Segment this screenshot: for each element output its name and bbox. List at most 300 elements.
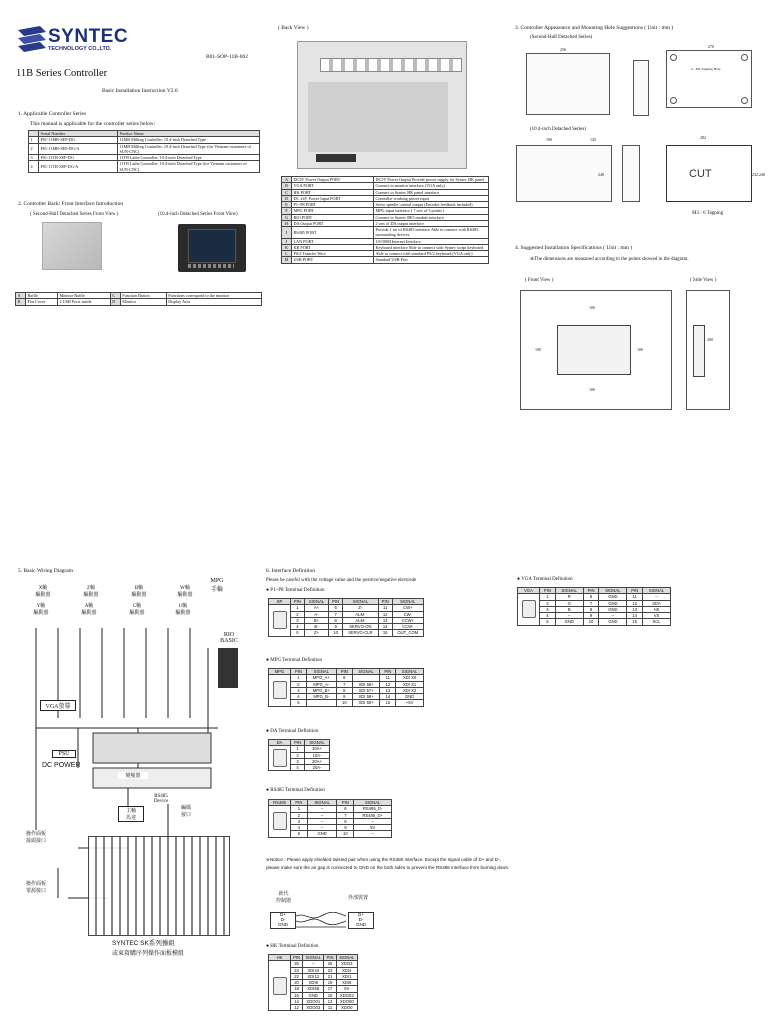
hk-table [268,954,358,1011]
table-cell: MPG_A- [306,681,336,687]
table-cell: 2 [291,812,308,818]
doc-subtitle [102,88,178,94]
dim-270: 270 [708,44,714,49]
table-cell: XDI X1 [396,681,424,687]
panel-caption-1: SYNTEC SK系列操組 [112,940,175,947]
spindle-label: 主軸 馬達 [118,806,144,822]
table-cell: XDI12 [303,973,324,979]
dim-145: 145 [590,137,596,142]
driver-a: A軸 驅動器 [74,602,104,616]
table-cell: 25 [324,961,336,967]
table-cell: 4 [291,765,305,771]
mpg-table [268,668,424,707]
table-cell: 11 [627,594,643,600]
table-cell: XDI4B [303,986,324,992]
table-cell: P01-11MB-SEP-DG [39,137,118,143]
table-cell: HS [643,606,671,612]
table-cell: SDA [643,600,671,606]
db15-connector-icon [269,675,291,706]
table-cell: ALM- [343,617,379,623]
table-cell: Connect to Syntec HK panel interface [374,189,489,195]
table-cell: XDI9 [303,980,324,986]
table-cell: -- [354,818,392,824]
p1p8-title: ● P1~P8 Terminal Definition [266,588,325,593]
table-header-cell: PIN [627,588,643,594]
table-cell: B+ [304,617,328,623]
dim-240: 240 [598,172,604,177]
table-header-cell: SIGNAL [396,669,424,675]
table-cell: 21 [324,973,336,979]
table-cell: C [282,189,292,195]
terminal-block-icon [269,746,291,771]
install-dim-right: 100 [637,347,643,352]
table-header-cell: PIN [378,599,392,605]
s6-heading: 6. Interface Definition [266,568,316,574]
table-cell: 11TB Lathe Controller, 10.4-inch Detached Type (for Vietnam customers of SUN-CNC) [118,161,260,173]
table-cell [306,700,336,706]
front-view-a-photo [42,222,102,270]
table-cell: 9 [583,613,599,619]
table-cell: 2 [29,143,39,155]
table-cell: B- [304,624,328,630]
table-header-row [269,955,358,961]
drawing-side-a [633,60,649,116]
pcb-area [308,82,448,152]
install-side-unit [693,325,705,377]
driver-u: U軸 驅動器 [168,602,198,616]
table-cell: XDO00 [336,998,357,1004]
table-cell: 8 [329,617,343,623]
table-cell: 15 [324,992,336,998]
table-row [282,257,489,263]
table-cell: GND [599,606,627,612]
panel-power-label: 操作面板 電源接口 [18,880,54,894]
table-cell: +5V [396,700,424,706]
table-cell: XDO0 [336,1005,357,1011]
table-row [29,161,260,173]
table-cell: 7 [336,681,352,687]
table-cell: 9 [337,825,354,831]
table-header-cell: SIGNAL [303,955,324,961]
table-cell: P01-11MB-SEP-DG-A [39,143,118,155]
table-cell: KB PORT [292,244,374,250]
vga-label: VGA螢幕 [40,700,76,711]
table-cell: 5 [291,700,307,706]
table-cell: Monitor Baffle [57,293,110,299]
table-cell: SCL [643,619,671,625]
table-cell: -- [599,613,627,619]
table-cell: Servo spindle control output (Encoder feedback included) [374,202,489,208]
table-cell: P01-11TB-SEP-DG-A [39,161,118,173]
table-cell: 20 [291,980,303,986]
table-cell: USB PORT [292,257,374,263]
mpg-label: MPG 手輪 [204,578,230,593]
table-cell: M [282,257,292,263]
table-header-cell: PIN [337,800,354,806]
table-header-cell: PIN [291,599,305,605]
vga-table [517,587,671,626]
table-header-cell: Serial Number [39,131,118,137]
table-cell: 17 [324,986,336,992]
terminal-block [316,154,356,162]
table-cell: Z+ [304,630,328,636]
table-cell: 7 [583,600,599,606]
table-cell: Connect to monitor interface (VGA only) [374,183,489,189]
table-cell: RIO PORT [292,214,374,220]
table-cell: XDI4 [336,967,357,973]
table-cell: 3 [540,606,556,612]
table-cell: 11 [324,1005,336,1011]
vga-title: ● VGA Terminal Definition [517,577,573,582]
table-cell: 1 [291,605,305,611]
table-cell: RS485_D- [354,806,392,812]
table-cell: LAN PORT [292,238,374,244]
install-side-frame [686,290,730,410]
driver-c: C軸 驅動器 [122,602,152,616]
table-cell: 15 [378,630,392,636]
m3-note: M3 - 6 Tapping [692,211,724,216]
drawing-cut-a [666,50,752,108]
table-cell: R [555,594,583,600]
table-row [269,961,358,967]
p1p8-table [268,598,424,637]
table-cell: H [282,220,292,226]
table-cell: 2 [291,752,305,758]
table-cell: XDI 57+ [352,687,380,693]
table-cell: Standard USB Port [374,257,489,263]
wire-pin-label: D- [280,916,286,922]
table-cell: CCW+ [392,617,423,623]
table-cell: GND [599,600,627,606]
monitor-screen [188,229,236,263]
table-cell: XDI X0 [396,675,424,681]
wire-right-label: 外部裝置 [348,895,369,901]
mount-hole-icon [670,97,677,104]
mount-hole-icon [670,54,677,61]
function-buttons [188,264,234,268]
s4-heading: 4. Suggested Installation Specifications ( Unit : mm ) [515,245,633,251]
p1p8-title-text: P1~P8 Terminal Definition [270,588,325,593]
logo-mark-icon [16,26,48,52]
table-cell: 14 [627,613,643,619]
table-cell: 12 [380,681,396,687]
back-view-photo [297,41,467,169]
table-cell: 22 [291,973,303,979]
table-cell: -- [307,825,337,831]
table-cell: XDI 59+ [352,700,380,706]
table-header-cell: PIN [540,588,556,594]
dim-232: 232.240 [752,172,765,177]
da-table [268,739,330,771]
table-cell: 1 [540,594,556,600]
table-header-cell: PIN [291,740,305,746]
table-cell: 3 [291,687,307,693]
table-cell: G [282,214,292,220]
rio-label: RIO BASIC [214,632,244,644]
driver-b: B軸 驅動器 [124,584,154,598]
table-header-cell: SIGNAL [305,740,330,746]
table-cell: 10A- [305,752,330,758]
dim-100: 100 [546,137,552,142]
table-cell: Provide 1 set of RS485 interface Able to connect with RS485 surrounding devices [374,227,489,239]
table-cell: D [110,299,120,305]
vga-connector-icon [518,594,540,625]
table-cell: DC5V Power Output PORT [292,177,374,183]
table-cell: 5V [336,986,357,992]
table-cell: 11 [378,605,392,611]
table-cell: -- [307,818,337,824]
s3-sub-b: (10.4-inch Detached Series) [530,127,586,132]
table-cell: MPG_B- [306,694,336,700]
table-cell: 13 [378,617,392,623]
table-cell: -- [643,594,671,600]
inverter-label: 變頻器 [118,772,148,779]
table-cell: A+ [304,605,328,611]
table-cell: DC 24V Power Input PORT [292,195,374,201]
panel-io-label: 操作面板 接頭接口 [18,830,54,844]
table-cell: 14 [378,624,392,630]
table-cell: 1 [291,675,307,681]
table-cell: OUT_COM [392,630,423,636]
table-cell: 12 [291,1005,303,1011]
table-row [29,143,260,155]
table-header-cell: SIGNAL [643,588,671,594]
table-cell: 13 [324,998,336,1004]
table-cell: D [282,195,292,201]
db15-connector-icon [269,605,291,636]
table-cell: 4 [29,161,39,173]
table-cell: -- [303,961,324,967]
table-cell: 2 USB Ports inside [57,299,110,305]
table-cell: L [282,251,292,257]
table-cell: G [555,600,583,606]
table-cell: 1 [29,137,39,143]
table-cell: Function Button [120,293,166,299]
table-header-cell: SIGNAL [304,599,328,605]
logo-text: SYNTEC [48,26,129,47]
table-cell: 3 [291,758,305,764]
table-cell: Monitor [120,299,166,305]
drawing-cut-b [666,145,752,202]
wire-pin-label: D- [358,916,364,922]
table-cell: VGA PORT [292,183,374,189]
table-cell: 11MB Milling Controller, 10.4-inch Detached Type [118,137,260,143]
table-header-cell: PIN [291,955,303,961]
wire-left-label: 新代 控制器 [276,891,292,904]
psu-label: PSU [52,750,76,758]
mount-hole-icon [741,54,748,61]
table-cell: 3 [291,617,305,623]
table-cell: SERVO-ON [343,624,379,630]
wire-pin-label: GND [278,921,288,927]
table-cell: CW+ [392,605,423,611]
table-cell: B [555,606,583,612]
rs485-title-text: RS485 Terminal Definition [270,788,325,793]
logo-subtext: TECHNOLOGY CO.,LTD. [48,46,112,52]
da-title-text: DA Terminal Definition [270,729,319,734]
table-cell: 19 [324,980,336,986]
table-row [16,299,262,305]
table-cell: 10/100M Internet Interface [374,238,489,244]
table-cell: XDI44 [303,967,324,973]
table-cell: 6 [329,605,343,611]
table-row [282,202,489,208]
table-cell: DA Output PORT [292,220,374,226]
table-cell: GND [599,594,627,600]
table-cell: 20A- [305,765,330,771]
s1-heading: 1. Applicable Controller Series [18,111,87,117]
table-cell: ALM- [343,611,379,617]
table-cell: 13 [380,687,396,693]
table-cell: P01-11TB-SEP-DG [39,155,118,161]
driver-w: W軸 驅動器 [170,584,200,598]
table-cell: CW- [392,611,423,617]
mount-hole-icon [741,97,748,104]
vga-title-text: VGA Terminal Definition [521,577,573,582]
table-cell: Able to connect with standard PS/2 keyboard (VGA only) [374,251,489,257]
front-view-b-photo [178,224,246,272]
table-cell: 10 [337,831,354,837]
driver-z: Z軸 驅動器 [76,584,106,598]
table-cell: XDO3 [336,961,357,967]
table-cell: -- [307,812,337,818]
table-cell: MPG_A+ [306,675,336,681]
table-cell: 4 [291,694,307,700]
table-cell: 20A+ [305,758,330,764]
table-header-cell: PIN [329,599,343,605]
table-cell: CCW- [392,624,423,630]
table-header-cell: SIGNAL [352,669,380,675]
table-header-cell: SIGNAL [336,955,357,961]
table-cell: 10 [336,700,352,706]
table-cell: MPG input interface ( 7 sets of 3 points ) [374,208,489,214]
driver-y: Y軸 驅動器 [26,602,56,616]
hk-title-text: HK Terminal Definition [270,944,319,949]
dim-282: 282 [700,135,706,140]
mpg-title: ● MPG Terminal Definition [266,658,323,663]
encoder-label: 編碼 接口 [174,804,198,818]
table-cell: GND [307,831,337,837]
table-row [282,251,489,257]
table-row [282,227,489,239]
table-cell: 2 sets of DA output interface [374,220,489,226]
dc-power-label: DC POWER [42,762,81,769]
da-title: ● DA Terminal Definition [266,729,319,734]
doc-code: B01-SOP-11B-002 [206,54,248,60]
table-cell: 10 [583,619,599,625]
table-header-cell: SIGNAL [343,599,379,605]
table-cell: 11 [380,675,396,681]
table-cell: 7 [337,812,354,818]
table-cell: J [282,238,292,244]
table-cell: B [282,183,292,189]
table-cell: XDO02 [336,992,357,998]
table-cell: 4 [291,825,308,831]
table-cell: 6 [336,675,352,681]
table-cell: 14 [380,694,396,700]
table-cell: MPG PORT [292,208,374,214]
table-row [269,700,424,706]
table-header-cell: Product Name [118,131,260,137]
table-cell: 14 [291,998,303,1004]
ports-table [281,176,489,264]
table-cell: RS485_D+ [354,812,392,818]
table-cell: 5 [291,831,308,837]
wire-pins-left [270,912,296,929]
db9-connector-icon [269,806,291,837]
table-cell: A- [304,611,328,617]
version-text: V2.0 [166,88,178,94]
table-header-cell: SIGNAL [354,800,392,806]
table-cell: K [282,244,292,250]
table-cell: 16 [291,992,303,998]
table-cell: 5 [291,630,305,636]
table-cell: GND [555,619,583,625]
s4-front-label: ( Front View ) [525,278,554,283]
table-cell: VS [643,613,671,619]
rs485-notice: ※Notice : Please apply shielded twisted pair when using the RS485 interface. Except the signal cable of D+ and D-, please make sure the air gap is connected to GND on the both sides to prevent the RS485 interface from burning down. [266,857,510,870]
s1-note: This manual is applicable for the controller series below: [30,121,156,127]
table-cell: 1 [291,806,308,812]
table-cell: 10A+ [305,746,330,752]
page-title: 11B Series Controller [16,68,108,79]
table-cell: 11TB Lathe Controller, 10.4-inch Detached Type [118,155,260,161]
driver-x: X軸 驅動器 [28,584,58,598]
hk-title: ● HK Terminal Definition [266,944,319,949]
table-cell: 15 [627,619,643,625]
table-cell: 9 [329,624,343,630]
s3-sub-a: (Second-Half Detached Series) [530,35,593,40]
table-cell: Keyboard interface Able to connect with Syntec script keyboard [374,244,489,250]
table-cell: 2 [291,681,307,687]
table-header-cell: SIGNAL [306,669,336,675]
table-cell: HK PORT [292,189,374,195]
table-cell: Connect to Syntec RIO module interface [374,214,489,220]
table-cell: 12 [378,611,392,617]
table-cell: Z- [343,605,379,611]
table-cell: Controller working power input [374,195,489,201]
table-cell: 26 [291,961,303,967]
table-cell: 2 [540,600,556,606]
table-header-cell: SIGNAL [392,599,423,605]
table-cell: -- [354,831,392,837]
install-dim-top: 100 [589,305,595,310]
rs485-title: ● RS485 Terminal Definition [266,788,325,793]
table-cell: MPG_B+ [306,687,336,693]
rs485-label: RS485 Device [148,794,174,804]
table-cell: 8 [337,818,354,824]
wire-pin-label: D+ [280,912,286,917]
front-view-b-label: (10.4-inch Detached Series Front View) [158,212,238,217]
subtitle-text: Basic Installation Instruction [102,88,166,94]
table-cell: 15 [380,700,396,706]
table-header-cell: HK [269,955,291,961]
cut-label: CUT [689,168,712,180]
table-cell: 3 [291,818,308,824]
table-cell: 9 [336,694,352,700]
table-header-cell: SIGNAL [307,800,337,806]
port-row [320,58,462,72]
table-header-cell: DA [269,740,291,746]
table-header-cell: MPG [269,669,291,675]
table-cell: F [282,208,292,214]
install-dim-left: 100 [535,347,541,352]
table-cell: 2 [291,611,305,617]
table-cell: 23 [324,967,336,973]
table-header-cell: PIN [291,669,307,675]
table-cell: 3 [29,155,39,161]
series-table [28,130,260,173]
